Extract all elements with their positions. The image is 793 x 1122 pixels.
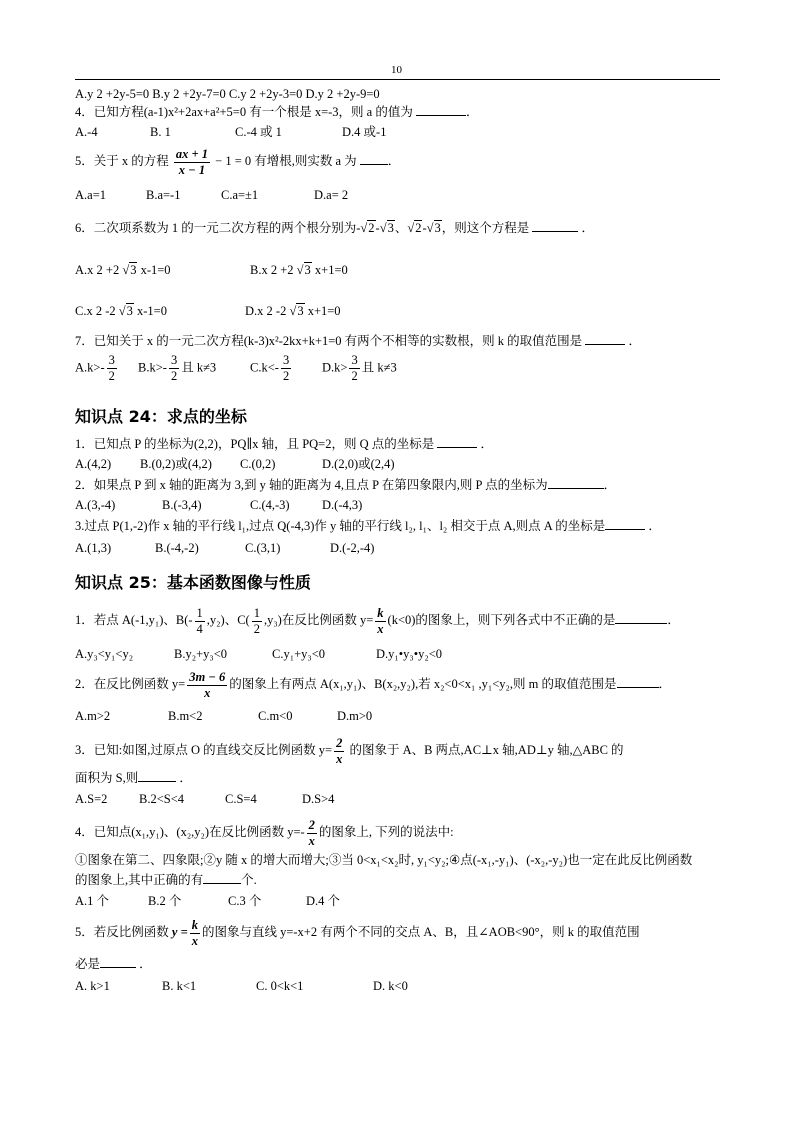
option-c: C.m<0 [258, 709, 293, 723]
option-d: D.(2,0)或(2,4) [322, 457, 395, 471]
s25-question-5: 5．若反比例函数 y = $\frac{k}{x}$ 的图象与直线 y=-x+2 有两个不同的交点 A、B，且∠AOB<90°，则 k 的取值范围 [75, 917, 640, 948]
option-b: B.2<S<4 [139, 792, 185, 806]
option-b: B.y₂+y₃<0 [174, 647, 228, 661]
option-a: A.(4,2) [75, 457, 112, 471]
option-b: B.k>- $\frac{3}{2}$ 且 k≠3 [138, 353, 217, 383]
option-d: D.m>0 [337, 709, 373, 723]
option-a: A.m>2 [75, 709, 111, 723]
option-d: D.a= 2 [314, 188, 349, 202]
question-text: 4．已知方程(a-1)x²+2ax+a²+5=0 有一个根是 x=-3，则 a 的值为 [75, 105, 413, 119]
question-text: 5．关于 x 的方程 [75, 154, 169, 168]
option-c: C.y₁+y₃<0 [272, 647, 326, 661]
option-b: B.x 2 +2 √3 x+1=0 [250, 263, 348, 277]
answer-blank [100, 956, 136, 968]
question-5: 5．关于 x 的方程 $\frac{ax + 1}{x - 1}$ − 1 = 0 有增根,则实数 a 为 ． [75, 146, 401, 177]
option-c: C.(0,2) [240, 457, 276, 471]
s25-question-2: 2．在反比例函数 y= $\frac{3m - 6}{x}$ 的图象上有两点 A(x₁,y₁)、B(x₂,y₂),若 x₂<0<x₁ ,y₁<y₂,则 m 的取值范围是 ． [75, 669, 672, 700]
option-a: A.(3,-4) [75, 498, 116, 512]
option-b: B. k<1 [162, 979, 197, 993]
answer-blank [617, 676, 659, 688]
question-7: 7．已知关于 x 的一元二次方程(k-3)x²-2kx+k+1=0 有两个不相等的实数根，则 k 的取值范围是 ． [75, 334, 641, 348]
s25-question-4-line2: ①图象在第二、四象限;②y 随 x 的增大而增大;③当 0<x₁<x₂时, y₁<y₂;④点(-x₁,-y₁)、(-x₂,-y₂)也一定在此反比例函数 [75, 853, 693, 867]
fraction: $\frac{ax + 1}{x - 1}$ [175, 146, 209, 177]
question-4 [75, 104, 478, 120]
s25-question-3-line2: 面积为 S,则 ． [75, 771, 192, 785]
option-a: A.y₃<y₁<y₂ [75, 647, 134, 661]
option-a: A.1 个 [75, 894, 110, 908]
answer-blank [532, 220, 578, 232]
s25-question-1: 1．若点 A(-1,y₁)、B(- $\frac{1}{4}$ ,y₂)、C( $\frac{1}{2}$ ,y₃)在反比例函数 y= $\frac{k}{x}$ (k<0)的图象上，则下列各式中不正确的是 ． [75, 605, 680, 636]
option-b: B.(0,2)或(4,2) [140, 457, 212, 471]
page-number: 10 [391, 64, 402, 76]
answer-blank [548, 477, 604, 489]
option-d: D.4 个 [306, 894, 341, 908]
option-a: A.S=2 [75, 792, 108, 806]
s25-question-4: 4．已知点(x₁,y₁)、(x₂,y₂)在反比例函数 y=- $\frac{2}{x}$ 的图象上, 下列的说法中: [75, 817, 454, 848]
option-a: A.k>- $\frac{3}{2}$ [75, 353, 115, 383]
header-rule [75, 79, 720, 80]
s24-question-2: 2．如果点 P 到 x 轴的距离为 3,到 y 轴的距离为 4,且点 P 在第四象限内,则 P 点的坐标为 ． [75, 478, 617, 492]
answer-blank [360, 153, 388, 165]
option-a: A.x 2 +2 √3 x-1=0 [75, 263, 171, 277]
option-b: B.a=-1 [146, 188, 181, 202]
option-b: B.2 个 [148, 894, 182, 908]
option-c: C.-4 或 1 [235, 125, 282, 139]
s24-question-1: 1．已知点 P 的坐标为(2,2)，PQ∥x 轴，且 PQ=2，则 Q 点的坐标是 ． [75, 437, 494, 451]
question-text-cont: − 1 = 0 有增根,则实数 a 为 [215, 154, 357, 168]
option-c: C. 0<k<1 [256, 979, 304, 993]
option-d: D.y₁•y₃•y₂<0 [376, 647, 443, 661]
option-c: C.(3,1) [245, 541, 281, 555]
option-c: C.x 2 -2 √3 x-1=0 [75, 304, 167, 318]
answer-blank [605, 518, 645, 530]
section-24-title: 知识点 24：求点的坐标 [75, 407, 247, 426]
option-b: B. 1 [150, 125, 171, 139]
option-b: B.(-3,4) [162, 498, 202, 512]
s25-question-3: 3．已知:如图,过原点 O 的直线交反比例函数 y= $\frac{2}{x}$ 的图象于 A、B 两点,AC⊥x 轴,AD⊥y 轴,△ABC 的 [75, 735, 624, 766]
answer-blank [138, 770, 176, 782]
option-c: C.k<- $\frac{3}{2}$ [250, 353, 290, 383]
s25-question-4-line3: 的图象上,其中正确的有 个. [75, 873, 257, 887]
option-a: A.(1,3) [75, 541, 112, 555]
question-6: 6．二次项系数为 1 的一元二次方程的两个根分别为-√2-√3、√2-√3，则这个方程是 ． [75, 221, 595, 235]
option-d: D.4 或-1 [342, 125, 387, 139]
option-b: B.m<2 [168, 709, 203, 723]
option-c: C.S=4 [225, 792, 257, 806]
period: ． [465, 105, 479, 119]
option-d: D.(-4,3) [322, 498, 363, 512]
option-d: D.k> $\frac{3}{2}$ 且 k≠3 [322, 353, 397, 383]
s25-question-5-line2: 必是 ． [75, 957, 152, 971]
answer-blank [203, 872, 241, 884]
answer-blank [416, 104, 466, 116]
option-a: A.-4 [75, 125, 98, 139]
option-b: B.(-4,-2) [155, 541, 199, 555]
prev-question-options: A.y 2 +2y-5=0 B.y 2 +2y-7=0 C.y 2 +2y-3=0 D.y 2 +2y-9=0 [75, 87, 380, 101]
option-a: A.a=1 [75, 188, 106, 202]
option-c: C.a=±1 [221, 188, 259, 202]
option-d: D.S>4 [302, 792, 335, 806]
option-a: A. k>1 [75, 979, 110, 993]
answer-blank [437, 436, 477, 448]
answer-blank [615, 612, 667, 624]
s24-question-3: 3.过点 P(1,-2)作 x 轴的平行线 l₁,过点 Q(-4,3)作 y 轴的平行线 l₂, l₁、l₂ 相交于点 A,则点 A 的坐标是 ． [75, 519, 661, 533]
option-d: D.(-2,-4) [330, 541, 375, 555]
option-d: D.x 2 -2 √3 x+1=0 [245, 304, 341, 318]
answer-blank [585, 333, 625, 345]
option-c: C.(4,-3) [250, 498, 290, 512]
option-d: D. k<0 [373, 979, 408, 993]
option-c: C.3 个 [228, 894, 262, 908]
section-25-title: 知识点 25：基本函数图像与性质 [75, 573, 311, 592]
